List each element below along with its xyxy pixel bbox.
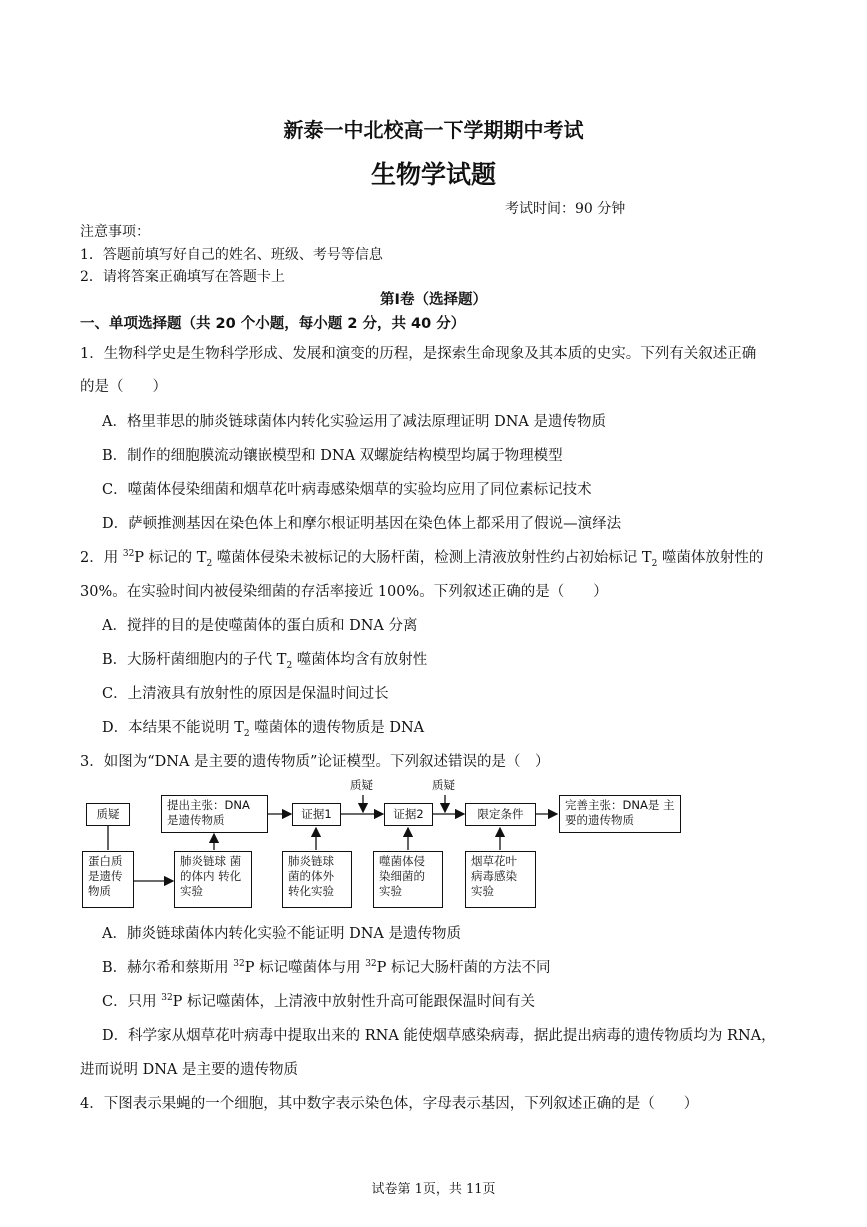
q2-option-a: A．搅拌的目的是使噬菌体的蛋白质和 DNA 分离 — [102, 618, 418, 634]
top-doubt-label-1: 质疑 — [350, 778, 373, 792]
limit-box: 限定条件 — [465, 803, 536, 826]
q3-option-d-line1: D．科学家从烟草花叶病毒中提取出来的 RNA 能使烟草感染病毒，据此提出病毒的遗传物质均为 RNA， — [102, 1028, 776, 1044]
argument-model-diagram — [0, 775, 867, 915]
phage-box: 噬菌体侵 染细菌的 实验 — [373, 851, 443, 908]
q2-stem-line1: 2．用 $^{32}$P 标记的 $T_2$ 噬菌体侵染未被标记的大肠杆菌，检测上清液放射性约占初始标记 $T_2$ 噬菌体放射性的 — [80, 549, 764, 569]
evidence1-box: 证据1 — [292, 803, 341, 826]
q1-stem-line2: 的是（ ） — [80, 379, 167, 395]
exam-time: 考试时间：90 分钟 — [505, 201, 626, 217]
q2-stem-line2: 30%。在实验时间内被侵染细菌的存活率接近 100%。下列叙述正确的是（ ） — [80, 584, 608, 600]
q3-option-c: C．只用 $^{32}$P 标记噬菌体，上清液中放射性升高可能跟保温时间有关 — [102, 993, 536, 1010]
q1-option-a: A．格里菲思的肺炎链球菌体内转化实验运用了减法原理证明 DNA 是遗传物质 — [102, 414, 606, 430]
q3-option-a: A．肺炎链球菌体内转化实验不能证明 DNA 是遗传物质 — [102, 926, 461, 942]
invitro-box: 肺炎链球 菌的体外 转化实验 — [282, 851, 352, 908]
tmv-box: 烟草花叶 病毒感染 实验 — [465, 851, 536, 908]
protein-box: 蛋白质 是遗传 物质 — [82, 851, 134, 908]
q1-stem-line1: 1．生物科学史是生物科学形成、发展和演变的历程，是探索生命现象及其本质的史实。下列有关叙述正确 — [80, 346, 757, 362]
top-doubt-label-2: 质疑 — [432, 778, 455, 792]
part-title: 一、单项选择题（共 20 个小题，每小题 2 分，共 40 分） — [80, 316, 466, 332]
evidence2-box: 证据2 — [384, 803, 433, 826]
invivo-box: 肺炎链球 菌的体内 转化实验 — [174, 851, 252, 908]
section-title: 第Ⅰ卷（选择题） — [380, 292, 487, 308]
doubt-box: 质疑 — [86, 803, 130, 826]
q1-option-c: C．噬菌体侵染细菌和烟草花叶病毒感染烟草的实验均应用了同位素标记技术 — [102, 482, 592, 498]
q1-option-b: B．制作的细胞膜流动镶嵌模型和 DNA 双螺旋结构模型均属于物理模型 — [102, 448, 563, 464]
page-footer: 试卷第 1页，共 11页 — [371, 1182, 496, 1197]
q1-option-d: D．萨顿推测基因在染色体上和摩尔根证明基因在染色体上都采用了假说—演绎法 — [102, 516, 622, 532]
exam-subject: 生物学试题 — [370, 160, 496, 189]
notes-heading: 注意事项： — [80, 224, 150, 240]
final-claim-box: 完善主张：DNA是 主要的遗传物质 — [559, 795, 681, 833]
q3-option-b: B．赫尔希和蔡斯用 $^{32}$P 标记噬菌体与用 $^{32}$P 标记大肠杆菌的方法不同 — [102, 959, 551, 976]
note-item-1: 1．答题前填写好自己的姓名、班级、考号等信息 — [80, 247, 383, 263]
q2-option-d: D．本结果不能说明 $T_2$ 噬菌体的遗传物质是 DNA — [102, 720, 425, 739]
q4-stem: 4．下图表示果蝇的一个细胞，其中数字表示染色体，字母表示基因，下列叙述正确的是（ ） — [80, 1096, 699, 1112]
exam-title: 新泰一中北校高一下学期期中考试 — [283, 118, 584, 142]
q2-option-c: C．上清液具有放射性的原因是保温时间过长 — [102, 686, 389, 702]
claim-box: 提出主张：DNA 是遗传物质 — [161, 795, 268, 833]
note-item-2: 2．请将答案正确填写在答题卡上 — [80, 269, 285, 285]
q3-stem: 3．如图为“DNA 是主要的遗传物质”论证模型。下列叙述错误的是（ ） — [80, 754, 550, 770]
q2-option-b: B．大肠杆菌细胞内的子代 $T_2$ 噬菌体均含有放射性 — [102, 652, 428, 671]
q3-option-d-line2: 进而说明 DNA 是主要的遗传物质 — [80, 1062, 299, 1078]
